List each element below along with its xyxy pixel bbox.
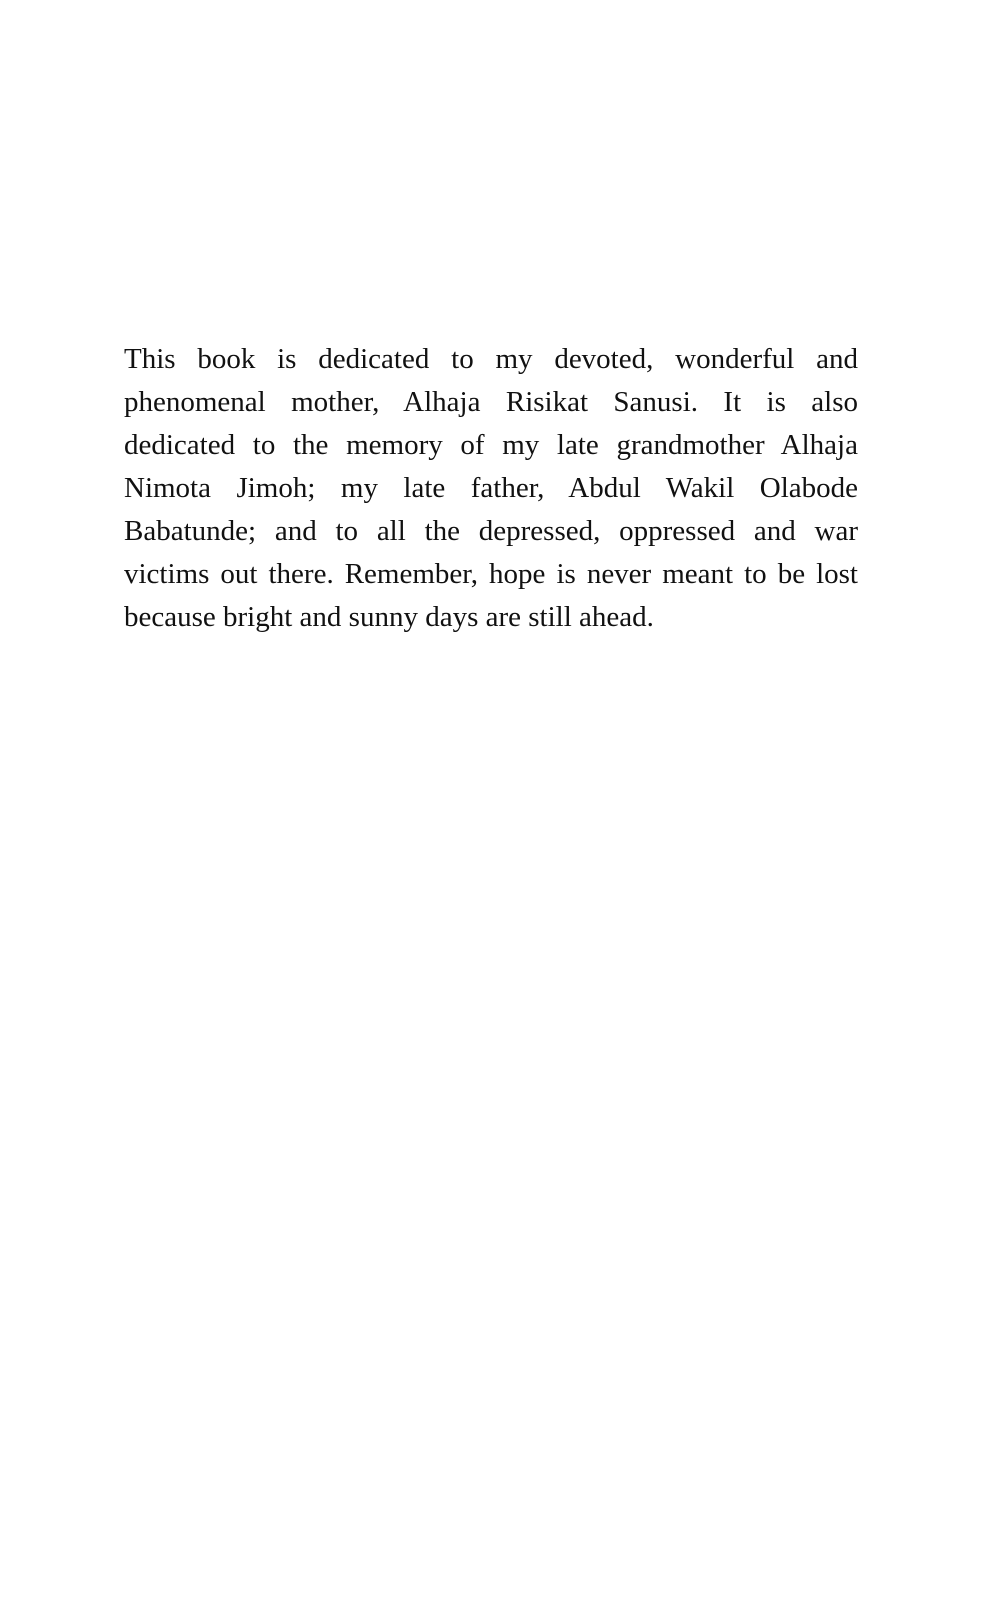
dedication-line: dedicated to the memory of my late grandmother Alhaja xyxy=(124,429,858,461)
dedication-line: This book is dedicated to my devoted, wonderful and xyxy=(124,343,858,375)
dedication-line: Babatunde; and to all the depressed, oppressed and war xyxy=(124,515,858,547)
dedication-line-last: because bright and sunny days are still ahead. xyxy=(124,601,654,633)
dedication-line: victims out there. Remember, hope is never meant to be lost xyxy=(124,558,858,590)
dedication-paragraph xyxy=(124,338,858,639)
dedication-line: phenomenal mother, Alhaja Risikat Sanusi. It is also xyxy=(124,386,858,418)
dedication-line: Nimota Jimoh; my late father, Abdul Wakil Olabode xyxy=(124,472,858,504)
